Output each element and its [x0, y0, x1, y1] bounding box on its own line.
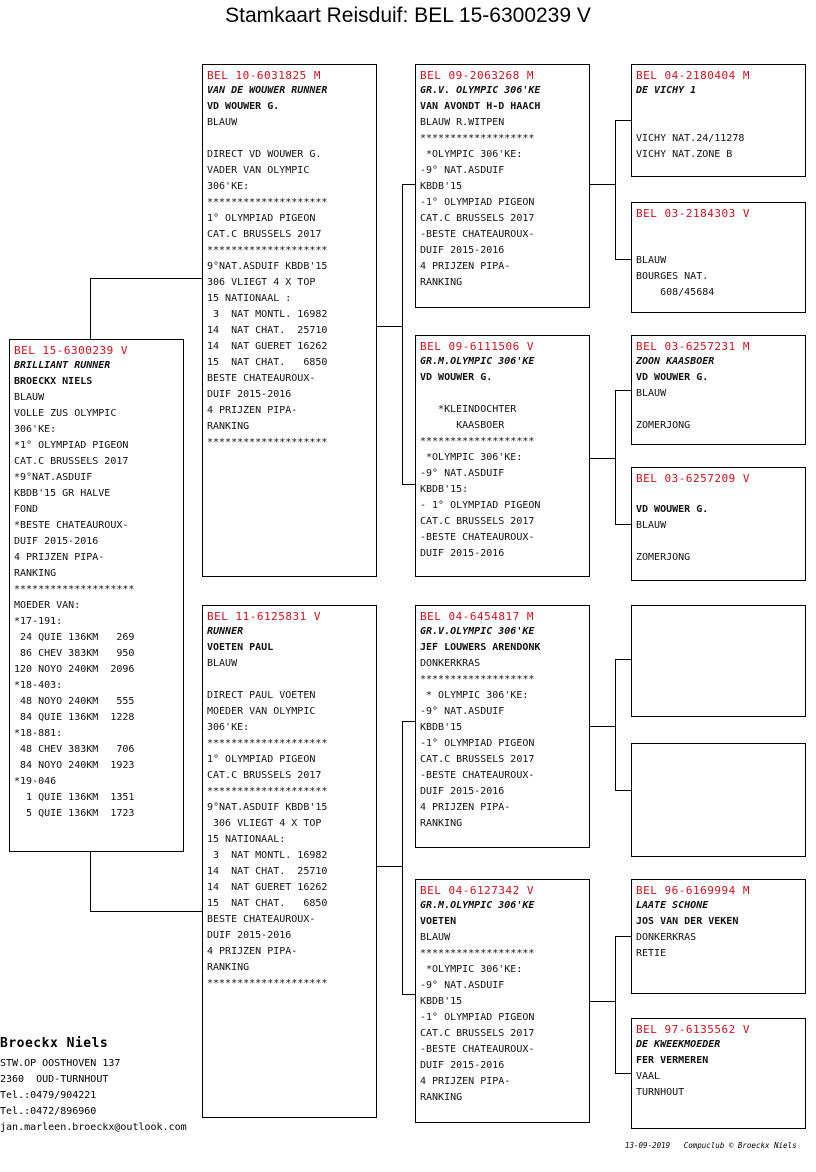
- card-line: KBDB'15: [420, 722, 463, 733]
- card-line: 14 NAT CHAT. 25710: [207, 325, 328, 336]
- pigeon-name: DE VICHY 1: [636, 85, 697, 96]
- pigeon-card-father-mother: [415, 335, 590, 577]
- card-line: *******************: [420, 674, 535, 685]
- connector: [402, 994, 415, 995]
- connector: [377, 326, 402, 327]
- card-line: 84 QUIE 136KM 1228: [14, 712, 135, 723]
- card-line: *OLYMPIC 306'KE:: [420, 149, 523, 160]
- card-line: TURNHOUT: [636, 1087, 685, 1098]
- card-line: 15 NATIONAAL:: [207, 834, 286, 845]
- card-line: -BESTE CHATEAUROUX-: [420, 532, 535, 543]
- card-line: BLAUW: [14, 392, 45, 403]
- card-line: -9° NAT.ASDUIF: [420, 165, 505, 176]
- card-line: -9° NAT.ASDUIF: [420, 468, 505, 479]
- breeder-name: FER VERMEREN: [636, 1055, 709, 1066]
- card-line: ********************: [207, 245, 328, 256]
- card-line: CAT.C BRUSSELS 2017: [207, 770, 322, 781]
- card-line: [636, 402, 805, 418]
- owner-phone-2: Tel.:0472/896960: [0, 1106, 97, 1117]
- card-line: [636, 99, 805, 115]
- card-line: 4 PRIJZEN PIPA-: [420, 261, 511, 272]
- card-line: DUIF 2015-2016: [14, 536, 99, 547]
- card-line: 9°NAT.ASDUIF KBDB'15: [207, 261, 328, 272]
- card-line: -9° NAT.ASDUIF: [420, 706, 505, 717]
- card-line: RANKING: [420, 818, 463, 829]
- connector: [615, 120, 616, 259]
- card-line: ********************: [207, 738, 328, 749]
- card-line: DUIF 2015-2016: [207, 930, 292, 941]
- card-line: 4 PRIJZEN PIPA-: [14, 552, 105, 563]
- card-line: -BESTE CHATEAUROUX-: [420, 229, 535, 240]
- card-line: [636, 486, 805, 502]
- pigeon-name: VAN DE WOUWER RUNNER: [207, 85, 328, 96]
- card-line: 306'KE:: [207, 722, 250, 733]
- connector: [402, 184, 415, 185]
- card-line: DONKERKRAS: [420, 658, 481, 669]
- card-line: [207, 672, 376, 688]
- card-line: 48 CHEV 383KM 706: [14, 744, 135, 755]
- card-line: *******************: [420, 436, 535, 447]
- card-line: VICHY NAT.ZONE B: [636, 149, 733, 160]
- connector: [615, 120, 631, 121]
- breeder-name: JOS VAN DER VEKEN: [636, 916, 739, 927]
- card-line: 14 NAT CHAT. 25710: [207, 866, 328, 877]
- ring-number: BEL 09-6111506 V: [420, 340, 534, 353]
- ring-number: BEL 04-6127342 V: [420, 884, 534, 897]
- card-line: KBDB'15: [420, 996, 463, 1007]
- card-line: 3 NAT MONTL. 16982: [207, 309, 328, 320]
- card-line: [636, 237, 805, 253]
- card-line: 14 NAT GUERET 16262: [207, 882, 328, 893]
- card-line: [207, 131, 376, 147]
- pigeon-name: LAATE SCHONE: [636, 900, 709, 911]
- connector: [402, 721, 415, 722]
- pigeon-name: DE KWEEKMOEDER: [636, 1039, 721, 1050]
- card-line: *9°NAT.ASDUIF: [14, 472, 93, 483]
- card-line: CAT.C BRUSSELS 2017: [14, 456, 129, 467]
- connector: [377, 866, 402, 867]
- card-line: -1° OLYMPIAD PIGEON: [420, 197, 535, 208]
- ring-number: BEL 03-6257209 V: [636, 472, 750, 485]
- connector: [615, 936, 616, 1073]
- card-line: *1° OLYMPIAD PIGEON: [14, 440, 129, 451]
- connector: [90, 278, 202, 279]
- card-line: *19-046: [14, 776, 57, 787]
- breeder-name: BROECKX NIELS: [14, 376, 93, 387]
- card-line: [636, 115, 805, 131]
- ring-number: BEL 04-6454817 M: [420, 610, 534, 623]
- card-line: *OLYMPIC 306'KE:: [420, 452, 523, 463]
- card-line: DUIF 2015-2016: [420, 245, 505, 256]
- pigeon-card-mother: [202, 605, 377, 1118]
- card-line: *18-881:: [14, 728, 63, 739]
- connector: [590, 726, 615, 727]
- card-line: ********************: [14, 584, 135, 595]
- ring-number: BEL 97-6135562 V: [636, 1023, 750, 1036]
- card-line: BLAUW R.WITPEN: [420, 117, 505, 128]
- card-line: BLAUW: [636, 255, 667, 266]
- card-line: ZOMERJONG: [636, 420, 691, 431]
- breeder-name: VD WOUWER G.: [636, 372, 709, 383]
- card-line: 5 QUIE 136KM 1723: [14, 808, 135, 819]
- card-line: VADER VAN OLYMPIC: [207, 165, 310, 176]
- connector: [615, 259, 631, 260]
- pigeon-card-mfm: [631, 743, 806, 857]
- card-line: RANKING: [420, 1092, 463, 1103]
- card-line: KBDB'15 GR HALVE: [14, 488, 111, 499]
- card-line: BOURGES NAT.: [636, 271, 709, 282]
- card-line: BLAUW: [636, 520, 667, 531]
- connector: [402, 721, 403, 994]
- connector: [615, 790, 631, 791]
- owner-phone-1: Tel.:0479/904221: [0, 1090, 97, 1101]
- card-line: BESTE CHATEAUROUX-: [207, 373, 316, 384]
- pigeon-card-mff: [631, 605, 806, 717]
- card-line: *******************: [420, 133, 535, 144]
- connector: [615, 524, 631, 525]
- connector: [90, 278, 91, 339]
- breeder-name: VD WOUWER G.: [207, 101, 280, 112]
- card-line: 1 QUIE 136KM 1351: [14, 792, 135, 803]
- pigeon-card-mmm: [631, 1018, 806, 1129]
- card-line: ********************: [207, 978, 328, 989]
- connector: [402, 484, 415, 485]
- connector: [615, 1073, 631, 1074]
- card-line: ********************: [207, 786, 328, 797]
- card-line: FOND: [14, 504, 39, 515]
- connector: [90, 852, 91, 912]
- breeder-name: VAN AVONDT H-D HAACH: [420, 101, 541, 112]
- card-line: RANKING: [420, 277, 463, 288]
- card-line: DIRECT PAUL VOETEN: [207, 690, 316, 701]
- owner-email[interactable]: jan.marleen.broeckx@outlook.com: [0, 1122, 187, 1133]
- ring-number: BEL 04-2180404 M: [636, 69, 750, 82]
- connector: [615, 390, 631, 391]
- pigeon-name: ZOON KAASBOER: [636, 356, 715, 367]
- card-line: CAT.C BRUSSELS 2017: [207, 229, 322, 240]
- connector: [615, 390, 616, 524]
- card-line: 4 PRIJZEN PIPA-: [420, 802, 511, 813]
- footer-credit: 13-09-2019 Compuclub © Broeckx Niels: [625, 1141, 797, 1150]
- card-line: KBDB'15: [420, 181, 463, 192]
- card-line: RANKING: [14, 568, 57, 579]
- breeder-name: VD WOUWER G.: [420, 372, 493, 383]
- pigeon-name: GR.M.OLYMPIC 306'KE: [420, 900, 535, 911]
- ring-number: BEL 10-6031825 M: [207, 69, 321, 82]
- card-line: 4 PRIJZEN PIPA-: [420, 1076, 511, 1087]
- card-line: - 1° OLYMPIAD PIGEON: [420, 500, 541, 511]
- card-line: DUIF 2015-2016: [420, 548, 505, 559]
- card-line: MOEDER VAN OLYMPIC: [207, 706, 316, 717]
- card-line: KBDB'15:: [420, 484, 469, 495]
- card-line: KAASBOER: [420, 420, 505, 431]
- card-line: MOEDER VAN:: [14, 600, 81, 611]
- card-line: BLAUW: [207, 117, 238, 128]
- connector: [590, 1001, 615, 1002]
- card-line: 608/45684: [636, 287, 715, 298]
- ring-number: BEL 96-6169994 M: [636, 884, 750, 897]
- card-line: *KLEINDOCHTER: [420, 404, 517, 415]
- card-line: 86 CHEV 383KM 950: [14, 648, 135, 659]
- card-line: *OLYMPIC 306'KE:: [420, 964, 523, 975]
- card-line: CAT.C BRUSSELS 2017: [420, 754, 535, 765]
- card-line: * OLYMPIC 306'KE:: [420, 690, 529, 701]
- card-line: CAT.C BRUSSELS 2017: [420, 213, 535, 224]
- card-line: VOLLE ZUS OLYMPIC: [14, 408, 117, 419]
- card-line: VICHY NAT.24/11278: [636, 133, 745, 144]
- card-line: ********************: [207, 197, 328, 208]
- breeder-name: VOETEN PAUL: [207, 642, 274, 653]
- card-line: *BESTE CHATEAUROUX-: [14, 520, 129, 531]
- card-line: DUIF 2015-2016: [420, 786, 505, 797]
- card-line: 306'KE:: [207, 181, 250, 192]
- card-line: *******************: [420, 948, 535, 959]
- pigeon-card-fmm: [631, 467, 806, 581]
- card-line: VAAL: [636, 1071, 661, 1082]
- card-line: CAT.C BRUSSELS 2017: [420, 516, 535, 527]
- card-line: 9°NAT.ASDUIF KBDB'15: [207, 802, 328, 813]
- card-line: 84 NOYO 240KM 1923: [14, 760, 135, 771]
- card-line: 120 NOYO 240KM 2096: [14, 664, 135, 675]
- pigeon-card-father: [202, 64, 377, 577]
- card-line: 15 NATIONAAL :: [207, 293, 292, 304]
- pigeon-name: RUNNER: [207, 626, 244, 637]
- ring-number: BEL 09-2063268 M: [420, 69, 534, 82]
- connector: [402, 184, 403, 484]
- card-line: [636, 534, 805, 550]
- card-line: *17-191:: [14, 616, 63, 627]
- card-line: 4 PRIJZEN PIPA-: [207, 405, 298, 416]
- card-line: BLAUW: [420, 932, 451, 943]
- pigeon-card-fmf: [631, 335, 806, 445]
- pigeon-card-fff: [631, 64, 806, 177]
- card-line: 306 VLIEGT 4 X TOP: [207, 818, 322, 829]
- card-line: 306'KE:: [14, 424, 57, 435]
- ring-number: BEL 03-2184303 V: [636, 207, 750, 220]
- card-line: 4 PRIJZEN PIPA-: [207, 946, 298, 957]
- card-line: 48 NOYO 240KM 555: [14, 696, 135, 707]
- pigeon-name: GR.M.OLYMPIC 306'KE: [420, 356, 535, 367]
- pigeon-card-mother-father: [415, 605, 590, 848]
- ring-number: BEL 15-6300239 V: [14, 344, 128, 357]
- card-line: 306 VLIEGT 4 X TOP: [207, 277, 316, 288]
- card-line: [636, 221, 805, 237]
- connector: [90, 911, 202, 912]
- connector: [615, 659, 631, 660]
- card-line: *18-403:: [14, 680, 63, 691]
- breeder-name: VOETEN: [420, 916, 457, 927]
- card-line: DONKERKRAS: [636, 932, 697, 943]
- pigeon-name: GR.V.OLYMPIC 306'KE: [420, 626, 535, 637]
- card-line: DIRECT VD WOUWER G.: [207, 149, 322, 160]
- card-line: -1° OLYMPIAD PIGEON: [420, 1012, 535, 1023]
- ring-number: BEL 03-6257231 M: [636, 340, 750, 353]
- breeder-name: VD WOUWER G.: [636, 504, 709, 515]
- connector: [615, 659, 616, 790]
- owner-block: [0, 1036, 187, 1136]
- pigeon-name: BRILLIANT RUNNER: [14, 360, 111, 371]
- breeder-name: JEF LOUWERS ARENDONK: [420, 642, 541, 653]
- card-line: DUIF 2015-2016: [420, 1060, 505, 1071]
- pigeon-card-mother-mother: [415, 879, 590, 1123]
- card-line: ZOMERJONG: [636, 552, 691, 563]
- card-line: BLAUW: [636, 388, 667, 399]
- card-line: DUIF 2015-2016: [207, 389, 292, 400]
- connector: [590, 184, 615, 185]
- card-line: -BESTE CHATEAUROUX-: [420, 1044, 535, 1055]
- card-line: -9° NAT.ASDUIF: [420, 980, 505, 991]
- page-title: Stamkaart Reisduif: BEL 15-6300239 V: [225, 4, 591, 27]
- card-line: 15 NAT CHAT. 6850: [207, 898, 328, 909]
- pigeon-card-ffm: [631, 202, 806, 313]
- pigeon-card-mmf: [631, 879, 806, 994]
- pigeon-name: GR.V. OLYMPIC 306'KE: [420, 85, 541, 96]
- card-line: CAT.C BRUSSELS 2017: [420, 1028, 535, 1039]
- card-line: -1° OLYMPIAD PIGEON: [420, 738, 535, 749]
- card-line: 3 NAT MONTL. 16982: [207, 850, 328, 861]
- card-line: RANKING: [207, 421, 250, 432]
- connector: [615, 936, 631, 937]
- owner-address: STW.OP OOSTHOVEN 137: [0, 1058, 121, 1069]
- card-line: [420, 386, 589, 402]
- card-line: 14 NAT GUERET 16262: [207, 341, 328, 352]
- card-line: RANKING: [207, 962, 250, 973]
- card-line: 24 QUIE 136KM 269: [14, 632, 135, 643]
- card-line: ********************: [207, 437, 328, 448]
- card-line: BESTE CHATEAUROUX-: [207, 914, 316, 925]
- owner-name: Broeckx Niels: [0, 1036, 109, 1051]
- pigeon-card-father-father: [415, 64, 590, 308]
- card-line: BLAUW: [207, 658, 238, 669]
- card-line: 1° OLYMPIAD PIGEON: [207, 213, 316, 224]
- card-line: 1° OLYMPIAD PIGEON: [207, 754, 316, 765]
- ring-number: BEL 11-6125831 V: [207, 610, 321, 623]
- card-line: RETIE: [636, 948, 667, 959]
- owner-city: 2360 OUD-TURNHOUT: [0, 1074, 109, 1085]
- card-line: 15 NAT CHAT. 6850: [207, 357, 328, 368]
- connector: [590, 458, 615, 459]
- pigeon-card-subject: [9, 339, 184, 852]
- card-line: -BESTE CHATEAUROUX-: [420, 770, 535, 781]
